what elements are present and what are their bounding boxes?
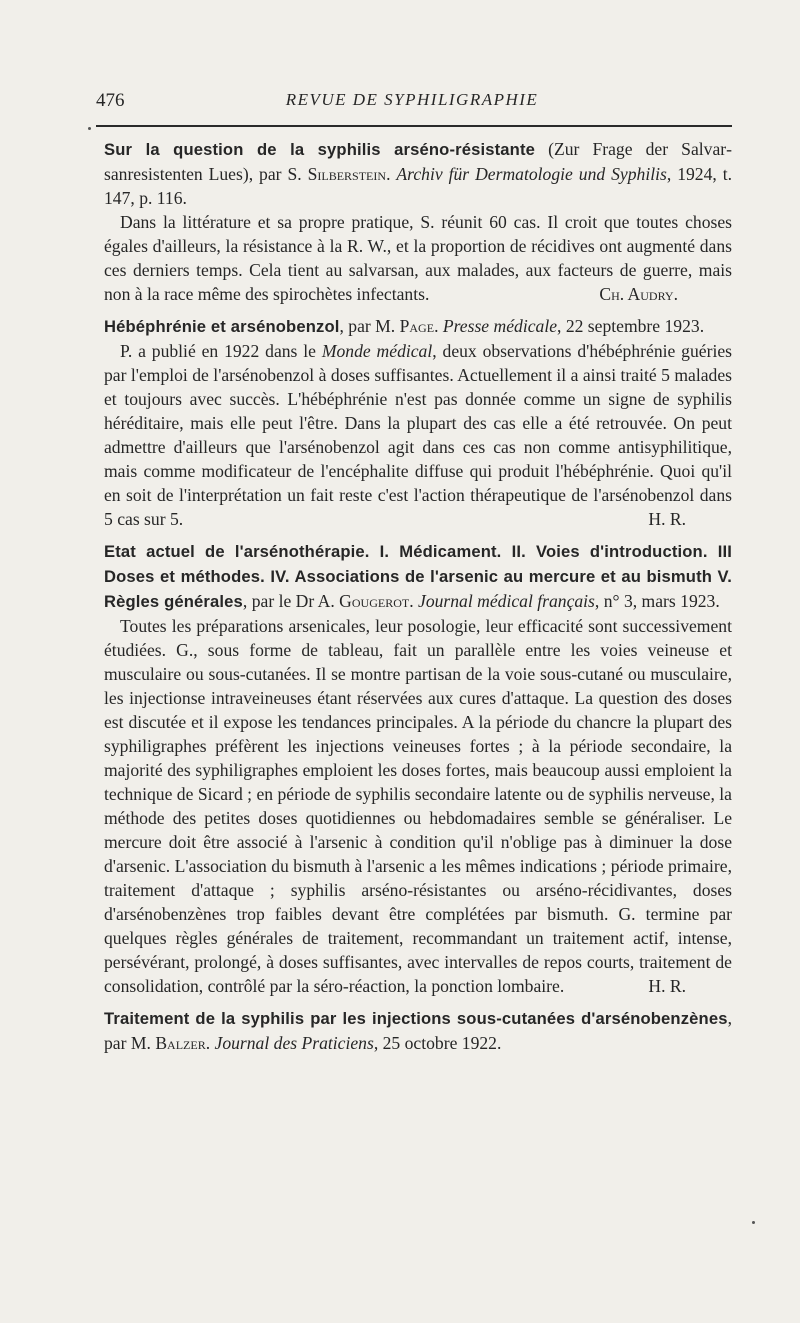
entry-heading: [104, 314, 732, 339]
entry-title: Etat actuel de l'arsénothérapie. I. Médicament. II. Voies d'introduction. III Doses et méthodes. IV. Associations de l'arsenic au mercure et au bismuth V. Règles générales: [104, 542, 732, 611]
entry-author: Silberstein: [307, 164, 387, 184]
entry-text-pre: P. a publié en 1922 dans le: [120, 341, 322, 361]
margin-dot: [752, 1221, 755, 1224]
entry-ref-post: , 25 octobre 1922.: [373, 1033, 502, 1053]
review-entry: [104, 137, 732, 306]
page-number: 476: [96, 90, 125, 111]
entry-text: Toutes les préparations arsenicales, leur posologie, leur efficacité sont successivement étudiées. G., sous forme de tableau, fait un parallèle entre les voies veineuse et musculaire ou sous-cutanées. Il se montre partisan de la voie sous-cutané ou musculaire, les injectionse intraveineuses étant réservées aux cures d'attaque. La question des doses est discutée et il expose les tendances principales. A la période du chancre la plupart des syphiligraphes préfèrent les injections veineuses fortes ; à la période secondaire, la majorité des syphiligraphes emploient les doses fortes, mais beaucoup aussi emploient la technique de Sicard ; en période de syphilis secondaire latente ou de syphilis nerveuse, la méthode des petites doses quotidiennes ou hebdomadaires semble se généraliser. Le mercure doit être associé à l'arsenic à condition qu'il n'oblige pas à diminuer la dose d'arsenic. L'association du bismuth à l'arsenic a les mêmes indications ; période primaire, traitement d'attaque ; syphilis arséno-résistantes ou arséno-récidivantes, doses d'arsénobenzènes trop faibles devant être complétées par bismuth. G. termine par quelques règles générales de traitement, recommandant un traitement actif, intense, persévérant, prolongé, à doses suffisantes, avec intervalles de repos courts, traitement de consolidation, contrôlé par la séro-réaction, la ponction lombaire.: [104, 616, 732, 996]
entry-author: Page: [399, 316, 435, 336]
article-body: [104, 137, 732, 1063]
entry-ref-post: , n° 3, mars 1923.: [594, 591, 720, 611]
entry-ref-pre: , par M.: [104, 1008, 732, 1053]
entry-signature: Ch. Audry.: [599, 284, 678, 304]
review-entry: [104, 539, 732, 998]
entry-paragraph: [104, 210, 732, 306]
entry-text-post: , deux observations d'hébéphrénie guéries par l'emploi de l'arsénobenzol à doses suffisantes. Actuellement il a ainsi traité 5 malades et toujours avec succès. L'hébéphrénie n'est pas donnée comme un signe de syphilis héréditaire, mais elle peut l'être. Dans la plupart des cas elle a été retrouvée. On peut admettre d'ailleurs que l'arsénobenzol agit dans ces cas non comme antisyphilitique, mais comme modificateur de l'encéphalite diffuse qui produit l'hébéphrénie. Quoi qu'il en soit de l'interprétation un fait reste c'est l'action thérapeutique de l'arsénobenzol dans 5 cas sur 5.: [104, 341, 732, 529]
entry-journal: Archiv für Dermatologie und Syphilis: [396, 164, 667, 184]
entry-journal: Journal des Praticiens: [214, 1033, 374, 1053]
entry-ref-mid: .: [434, 316, 443, 336]
entry-text: Dans la littérature et sa propre pratique, S. réunit 60 cas. Il croit que toutes choses égales d'ailleurs, la résistance à la R. W., et la proportion de récidives ont augmenté dans ces derniers temps. Cela tient au salvarsan, aux malades, aux facteurs de guerre, mais non à la race même des spirochètes infectants.: [104, 212, 732, 304]
entry-heading: [104, 137, 732, 210]
entry-title: Traitement de la syphilis par les injections sous-cutanées d'arsénobenzènes: [104, 1009, 728, 1028]
entry-signature: H. R.: [648, 976, 686, 996]
entry-author: Gougerot: [339, 591, 410, 611]
entry-heading: [104, 1006, 732, 1055]
entry-ref-pre: , par M.: [339, 316, 400, 336]
entry-journal: Presse médicale: [442, 316, 558, 336]
entry-ref-mid: .: [386, 164, 397, 184]
review-entry: [104, 1006, 732, 1055]
entry-ref-pre: (Zur Frage der Salvarsanresistenten Lues), par S.: [104, 139, 732, 184]
entry-ref-post: , 1924, t. 147, p. 116.: [104, 164, 733, 208]
entry-ref-post: , 22 septembre 1923.: [557, 316, 705, 336]
entry-cited-journal: Monde médical: [321, 341, 433, 361]
entry-journal: Journal médical français: [418, 591, 595, 611]
review-entry: [104, 314, 732, 531]
journal-title: REVUE DE SYPHILIGRAPHIE: [285, 90, 539, 109]
entry-author: Balzer: [155, 1033, 206, 1053]
entry-paragraph: [104, 614, 732, 998]
entry-paragraph: [104, 339, 732, 531]
entry-ref-mid: .: [409, 591, 419, 611]
entry-signature: H. R.: [648, 509, 686, 529]
entry-title: Sur la question de la syphilis arséno-résistante: [104, 140, 536, 159]
entry-ref-pre: , par le Dr A.: [242, 591, 340, 611]
entry-title: Hébéphrénie et arsénobenzol: [104, 317, 340, 336]
running-header: [96, 90, 728, 116]
header-rule: [96, 125, 732, 127]
entry-ref-mid: .: [205, 1033, 215, 1053]
margin-dot: [88, 127, 91, 130]
entry-heading: [104, 539, 732, 614]
